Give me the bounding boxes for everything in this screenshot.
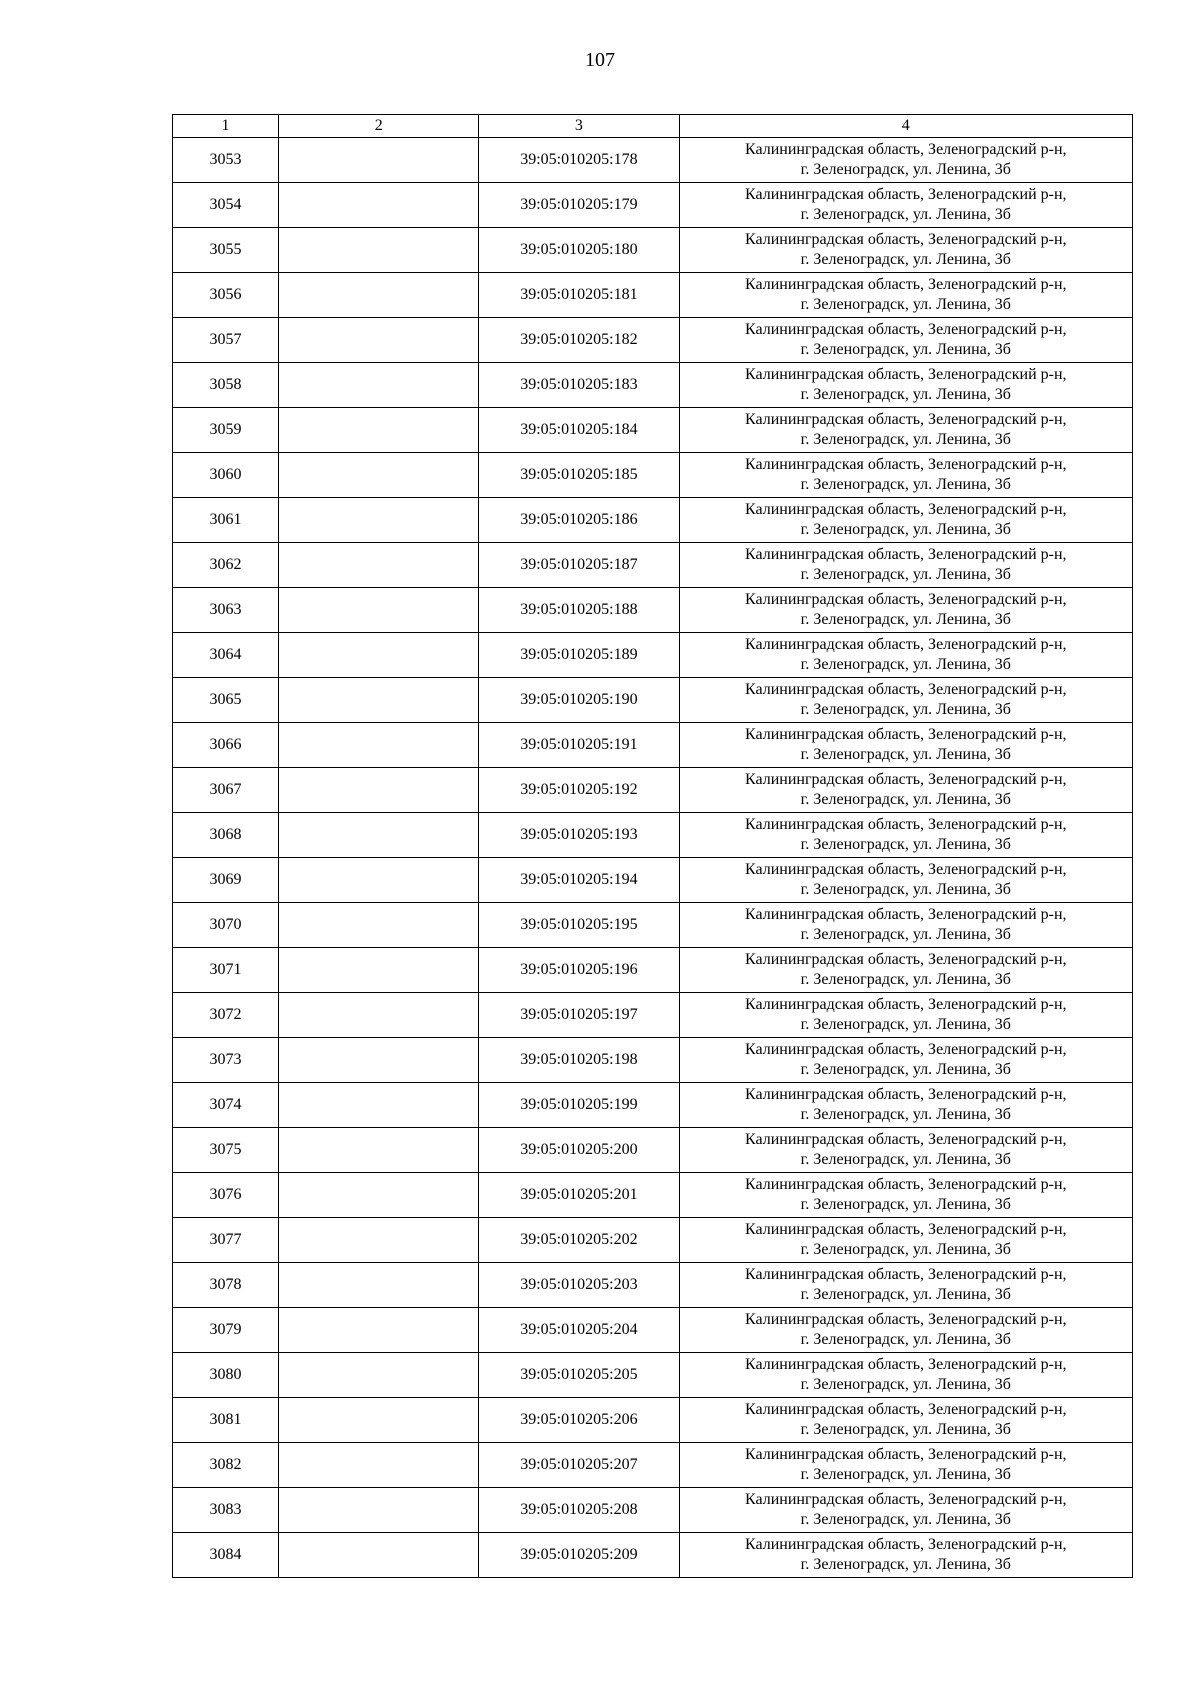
address-line-2: г. Зеленоградск, ул. Ленина, 3б <box>800 386 1011 403</box>
address-line-2: г. Зеленоградск, ул. Ленина, 3б <box>800 926 1011 943</box>
row-number-cell: 3066 <box>173 723 279 768</box>
row-col2-cell <box>279 633 479 678</box>
row-number-cell: 3072 <box>173 993 279 1038</box>
row-col2-cell <box>279 813 479 858</box>
table-row <box>173 453 1133 498</box>
table-row <box>173 1218 1133 1263</box>
address-line-1: Калининградская область, Зеленоградский р-н, <box>745 1086 1067 1103</box>
address-cell <box>679 273 1132 318</box>
row-number-cell: 3080 <box>173 1353 279 1398</box>
address-cell <box>679 1218 1132 1263</box>
table-row <box>173 633 1133 678</box>
address-cell <box>679 1128 1132 1173</box>
table-row <box>173 1443 1133 1488</box>
address-line-2: г. Зеленоградск, ул. Ленина, 3б <box>800 1241 1011 1258</box>
address-line-1: Калининградская область, Зеленоградский р-н, <box>745 501 1067 518</box>
table-row <box>173 768 1133 813</box>
row-col2-cell <box>279 858 479 903</box>
row-number-cell: 3060 <box>173 453 279 498</box>
address-line-1: Калининградская область, Зеленоградский р-н, <box>745 1401 1067 1418</box>
row-number-cell: 3084 <box>173 1533 279 1578</box>
row-number-cell: 3059 <box>173 408 279 453</box>
address-line-1: Калининградская область, Зеленоградский р-н, <box>745 1176 1067 1193</box>
cadastral-number-cell: 39:05:010205:206 <box>479 1398 679 1443</box>
row-number-cell: 3053 <box>173 138 279 183</box>
address-line-1: Калининградская область, Зеленоградский р-н, <box>745 1356 1067 1373</box>
address-line-2: г. Зеленоградск, ул. Ленина, 3б <box>800 836 1011 853</box>
cadastral-number-cell: 39:05:010205:178 <box>479 138 679 183</box>
cadastral-number-cell: 39:05:010205:190 <box>479 678 679 723</box>
address-cell <box>679 408 1132 453</box>
row-col2-cell <box>279 543 479 588</box>
table-row <box>173 1398 1133 1443</box>
address-line-2: г. Зеленоградск, ул. Ленина, 3б <box>800 1016 1011 1033</box>
cadastral-number-cell: 39:05:010205:209 <box>479 1533 679 1578</box>
address-line-1: Калининградская область, Зеленоградский р-н, <box>745 861 1067 878</box>
cadastral-number-cell: 39:05:010205:179 <box>479 183 679 228</box>
row-number-cell: 3076 <box>173 1173 279 1218</box>
cadastral-number-cell: 39:05:010205:183 <box>479 363 679 408</box>
address-cell <box>679 1488 1132 1533</box>
cadastral-number-cell: 39:05:010205:204 <box>479 1308 679 1353</box>
row-number-cell: 3056 <box>173 273 279 318</box>
address-line-2: г. Зеленоградск, ул. Ленина, 3б <box>800 881 1011 898</box>
address-line-2: г. Зеленоградск, ул. Ленина, 3б <box>800 1466 1011 1483</box>
cadastral-number-cell: 39:05:010205:205 <box>479 1353 679 1398</box>
row-number-cell: 3067 <box>173 768 279 813</box>
table-row <box>173 363 1133 408</box>
table-row <box>173 1308 1133 1353</box>
address-cell <box>679 1353 1132 1398</box>
address-line-1: Калининградская область, Зеленоградский р-н, <box>745 276 1067 293</box>
table-row <box>173 588 1133 633</box>
row-number-cell: 3064 <box>173 633 279 678</box>
row-col2-cell <box>279 453 479 498</box>
address-line-1: Калининградская область, Зеленоградский р-н, <box>745 1266 1067 1283</box>
row-col2-cell <box>279 948 479 993</box>
address-cell <box>679 633 1132 678</box>
address-cell <box>679 813 1132 858</box>
row-number-cell: 3058 <box>173 363 279 408</box>
address-line-2: г. Зеленоградск, ул. Ленина, 3б <box>800 251 1011 268</box>
address-cell <box>679 1173 1132 1218</box>
row-col2-cell <box>279 498 479 543</box>
row-number-cell: 3061 <box>173 498 279 543</box>
row-number-cell: 3074 <box>173 1083 279 1128</box>
header-col-4: 4 <box>679 115 1132 138</box>
address-line-2: г. Зеленоградск, ул. Ленина, 3б <box>800 296 1011 313</box>
address-line-1: Калининградская область, Зеленоградский р-н, <box>745 816 1067 833</box>
cadastral-number-cell: 39:05:010205:195 <box>479 903 679 948</box>
cadastral-number-cell: 39:05:010205:193 <box>479 813 679 858</box>
address-line-2: г. Зеленоградск, ул. Ленина, 3б <box>800 1511 1011 1528</box>
address-line-2: г. Зеленоградск, ул. Ленина, 3б <box>800 971 1011 988</box>
address-cell <box>679 453 1132 498</box>
table-row <box>173 1173 1133 1218</box>
cadastral-number-cell: 39:05:010205:186 <box>479 498 679 543</box>
table-row <box>173 1038 1133 1083</box>
address-line-2: г. Зеленоградск, ул. Ленина, 3б <box>800 1421 1011 1438</box>
row-number-cell: 3081 <box>173 1398 279 1443</box>
row-col2-cell <box>279 993 479 1038</box>
address-line-2: г. Зеленоградск, ул. Ленина, 3б <box>800 161 1011 178</box>
cadastral-number-cell: 39:05:010205:182 <box>479 318 679 363</box>
address-line-1: Калининградская область, Зеленоградский р-н, <box>745 456 1067 473</box>
address-line-2: г. Зеленоградск, ул. Ленина, 3б <box>800 1331 1011 1348</box>
row-col2-cell <box>279 1533 479 1578</box>
row-col2-cell <box>279 228 479 273</box>
table-row <box>173 273 1133 318</box>
row-number-cell: 3065 <box>173 678 279 723</box>
header-col-1: 1 <box>173 115 279 138</box>
row-col2-cell <box>279 138 479 183</box>
table-row <box>173 993 1133 1038</box>
address-line-1: Калининградская область, Зеленоградский р-н, <box>745 1041 1067 1058</box>
row-number-cell: 3054 <box>173 183 279 228</box>
cadastral-number-cell: 39:05:010205:197 <box>479 993 679 1038</box>
address-line-2: г. Зеленоградск, ул. Ленина, 3б <box>800 656 1011 673</box>
address-line-1: Калининградская область, Зеленоградский р-н, <box>745 1446 1067 1463</box>
address-line-2: г. Зеленоградск, ул. Ленина, 3б <box>800 341 1011 358</box>
address-line-1: Калининградская область, Зеленоградский р-н, <box>745 1221 1067 1238</box>
row-number-cell: 3055 <box>173 228 279 273</box>
cadastral-number-cell: 39:05:010205:191 <box>479 723 679 768</box>
cadastral-number-cell: 39:05:010205:185 <box>479 453 679 498</box>
row-col2-cell <box>279 273 479 318</box>
address-cell <box>679 543 1132 588</box>
address-cell <box>679 588 1132 633</box>
row-col2-cell <box>279 1083 479 1128</box>
address-line-1: Калининградская область, Зеленоградский р-н, <box>745 366 1067 383</box>
address-line-2: г. Зеленоградск, ул. Ленина, 3б <box>800 611 1011 628</box>
address-line-1: Калининградская область, Зеленоградский р-н, <box>745 1131 1067 1148</box>
row-number-cell: 3062 <box>173 543 279 588</box>
row-col2-cell <box>279 678 479 723</box>
table-header <box>173 115 1133 138</box>
address-line-2: г. Зеленоградск, ул. Ленина, 3б <box>800 1196 1011 1213</box>
address-cell <box>679 768 1132 813</box>
row-col2-cell <box>279 408 479 453</box>
address-line-1: Калининградская область, Зеленоградский р-н, <box>745 996 1067 1013</box>
address-line-2: г. Зеленоградск, ул. Ленина, 3б <box>800 1376 1011 1393</box>
address-line-1: Калининградская область, Зеленоградский р-н, <box>745 681 1067 698</box>
address-line-2: г. Зеленоградск, ул. Ленина, 3б <box>800 1061 1011 1078</box>
address-line-1: Калининградская область, Зеленоградский р-н, <box>745 411 1067 428</box>
address-line-1: Калининградская область, Зеленоградский р-н, <box>745 636 1067 653</box>
cadastral-number-cell: 39:05:010205:201 <box>479 1173 679 1218</box>
address-line-1: Калининградская область, Зеленоградский р-н, <box>745 591 1067 608</box>
cadastral-number-cell: 39:05:010205:180 <box>479 228 679 273</box>
table-row <box>173 543 1133 588</box>
address-line-1: Калининградская область, Зеленоградский р-н, <box>745 951 1067 968</box>
table-row <box>173 138 1133 183</box>
table-row <box>173 1263 1133 1308</box>
table-row <box>173 1353 1133 1398</box>
address-cell <box>679 1308 1132 1353</box>
row-col2-cell <box>279 318 479 363</box>
address-line-2: г. Зеленоградск, ул. Ленина, 3б <box>800 746 1011 763</box>
row-col2-cell <box>279 183 479 228</box>
row-number-cell: 3082 <box>173 1443 279 1488</box>
table-row <box>173 1488 1133 1533</box>
address-cell <box>679 903 1132 948</box>
cadastral-number-cell: 39:05:010205:207 <box>479 1443 679 1488</box>
cadastral-number-cell: 39:05:010205:194 <box>479 858 679 903</box>
address-line-2: г. Зеленоградск, ул. Ленина, 3б <box>800 791 1011 808</box>
table-row <box>173 1533 1133 1578</box>
address-line-2: г. Зеленоградск, ул. Ленина, 3б <box>800 701 1011 718</box>
cadastral-number-cell: 39:05:010205:189 <box>479 633 679 678</box>
row-number-cell: 3079 <box>173 1308 279 1353</box>
cadastral-number-cell: 39:05:010205:203 <box>479 1263 679 1308</box>
address-line-2: г. Зеленоградск, ул. Ленина, 3б <box>800 206 1011 223</box>
table-row <box>173 903 1133 948</box>
row-col2-cell <box>279 903 479 948</box>
address-cell <box>679 498 1132 543</box>
address-cell <box>679 1398 1132 1443</box>
row-number-cell: 3071 <box>173 948 279 993</box>
address-cell <box>679 858 1132 903</box>
address-cell <box>679 228 1132 273</box>
address-cell <box>679 1443 1132 1488</box>
table-row <box>173 408 1133 453</box>
address-line-1: Калининградская область, Зеленоградский р-н, <box>745 321 1067 338</box>
row-col2-cell <box>279 588 479 633</box>
row-col2-cell <box>279 1398 479 1443</box>
cadastral-number-cell: 39:05:010205:181 <box>479 273 679 318</box>
header-row <box>173 115 1133 138</box>
cadastral-number-cell: 39:05:010205:198 <box>479 1038 679 1083</box>
address-line-2: г. Зеленоградск, ул. Ленина, 3б <box>800 1151 1011 1168</box>
address-line-1: Калининградская область, Зеленоградский р-н, <box>745 726 1067 743</box>
row-col2-cell <box>279 363 479 408</box>
row-col2-cell <box>279 768 479 813</box>
row-number-cell: 3078 <box>173 1263 279 1308</box>
address-line-1: Калининградская область, Зеленоградский р-н, <box>745 1311 1067 1328</box>
row-number-cell: 3069 <box>173 858 279 903</box>
row-number-cell: 3068 <box>173 813 279 858</box>
table-row <box>173 813 1133 858</box>
address-cell <box>679 183 1132 228</box>
address-cell <box>679 318 1132 363</box>
address-line-2: г. Зеленоградск, ул. Ленина, 3б <box>800 521 1011 538</box>
address-cell <box>679 1038 1132 1083</box>
address-cell <box>679 948 1132 993</box>
row-number-cell: 3057 <box>173 318 279 363</box>
address-cell <box>679 138 1132 183</box>
address-line-2: г. Зеленоградск, ул. Ленина, 3б <box>800 476 1011 493</box>
row-col2-cell <box>279 1218 479 1263</box>
row-col2-cell <box>279 1263 479 1308</box>
table-row <box>173 1128 1133 1173</box>
table-row <box>173 678 1133 723</box>
address-cell <box>679 363 1132 408</box>
row-col2-cell <box>279 1308 479 1353</box>
table-row <box>173 228 1133 273</box>
row-col2-cell <box>279 1128 479 1173</box>
table-row <box>173 1083 1133 1128</box>
address-line-1: Калининградская область, Зеленоградский р-н, <box>745 1536 1067 1553</box>
cadastral-number-cell: 39:05:010205:188 <box>479 588 679 633</box>
table-body <box>173 138 1133 1578</box>
address-cell <box>679 993 1132 1038</box>
row-col2-cell <box>279 723 479 768</box>
address-cell <box>679 1083 1132 1128</box>
cadastral-number-cell: 39:05:010205:192 <box>479 768 679 813</box>
header-col-2: 2 <box>279 115 479 138</box>
address-line-2: г. Зеленоградск, ул. Ленина, 3б <box>800 1556 1011 1573</box>
header-col-3: 3 <box>479 115 679 138</box>
address-line-2: г. Зеленоградск, ул. Ленина, 3б <box>800 1286 1011 1303</box>
address-line-1: Калининградская область, Зеленоградский р-н, <box>745 771 1067 788</box>
table-row <box>173 498 1133 543</box>
cadastral-number-cell: 39:05:010205:202 <box>479 1218 679 1263</box>
table-row <box>173 318 1133 363</box>
address-line-1: Калининградская область, Зеленоградский р-н, <box>745 231 1067 248</box>
address-cell <box>679 1263 1132 1308</box>
address-line-2: г. Зеленоградск, ул. Ленина, 3б <box>800 1106 1011 1123</box>
address-line-1: Калининградская область, Зеленоградский р-н, <box>745 186 1067 203</box>
row-number-cell: 3075 <box>173 1128 279 1173</box>
row-col2-cell <box>279 1488 479 1533</box>
table-row <box>173 723 1133 768</box>
cadastral-number-cell: 39:05:010205:196 <box>479 948 679 993</box>
row-number-cell: 3073 <box>173 1038 279 1083</box>
row-number-cell: 3070 <box>173 903 279 948</box>
row-col2-cell <box>279 1038 479 1083</box>
row-number-cell: 3063 <box>173 588 279 633</box>
row-number-cell: 3077 <box>173 1218 279 1263</box>
table-row <box>173 858 1133 903</box>
cadastral-number-cell: 39:05:010205:184 <box>479 408 679 453</box>
table-row <box>173 183 1133 228</box>
address-line-2: г. Зеленоградск, ул. Ленина, 3б <box>800 566 1011 583</box>
cadastral-number-cell: 39:05:010205:187 <box>479 543 679 588</box>
address-cell <box>679 1533 1132 1578</box>
table-row <box>173 948 1133 993</box>
cadastral-number-cell: 39:05:010205:199 <box>479 1083 679 1128</box>
address-line-1: Калининградская область, Зеленоградский р-н, <box>745 1491 1067 1508</box>
row-number-cell: 3083 <box>173 1488 279 1533</box>
address-line-1: Калининградская область, Зеленоградский р-н, <box>745 546 1067 563</box>
address-line-2: г. Зеленоградск, ул. Ленина, 3б <box>800 431 1011 448</box>
registry-table <box>172 114 1133 1578</box>
address-line-1: Калининградская область, Зеленоградский р-н, <box>745 141 1067 158</box>
page-number: 107 <box>585 49 615 71</box>
row-col2-cell <box>279 1173 479 1218</box>
cadastral-number-cell: 39:05:010205:200 <box>479 1128 679 1173</box>
address-cell <box>679 678 1132 723</box>
row-col2-cell <box>279 1443 479 1488</box>
address-cell <box>679 723 1132 768</box>
address-line-1: Калининградская область, Зеленоградский р-н, <box>745 906 1067 923</box>
cadastral-number-cell: 39:05:010205:208 <box>479 1488 679 1533</box>
row-col2-cell <box>279 1353 479 1398</box>
